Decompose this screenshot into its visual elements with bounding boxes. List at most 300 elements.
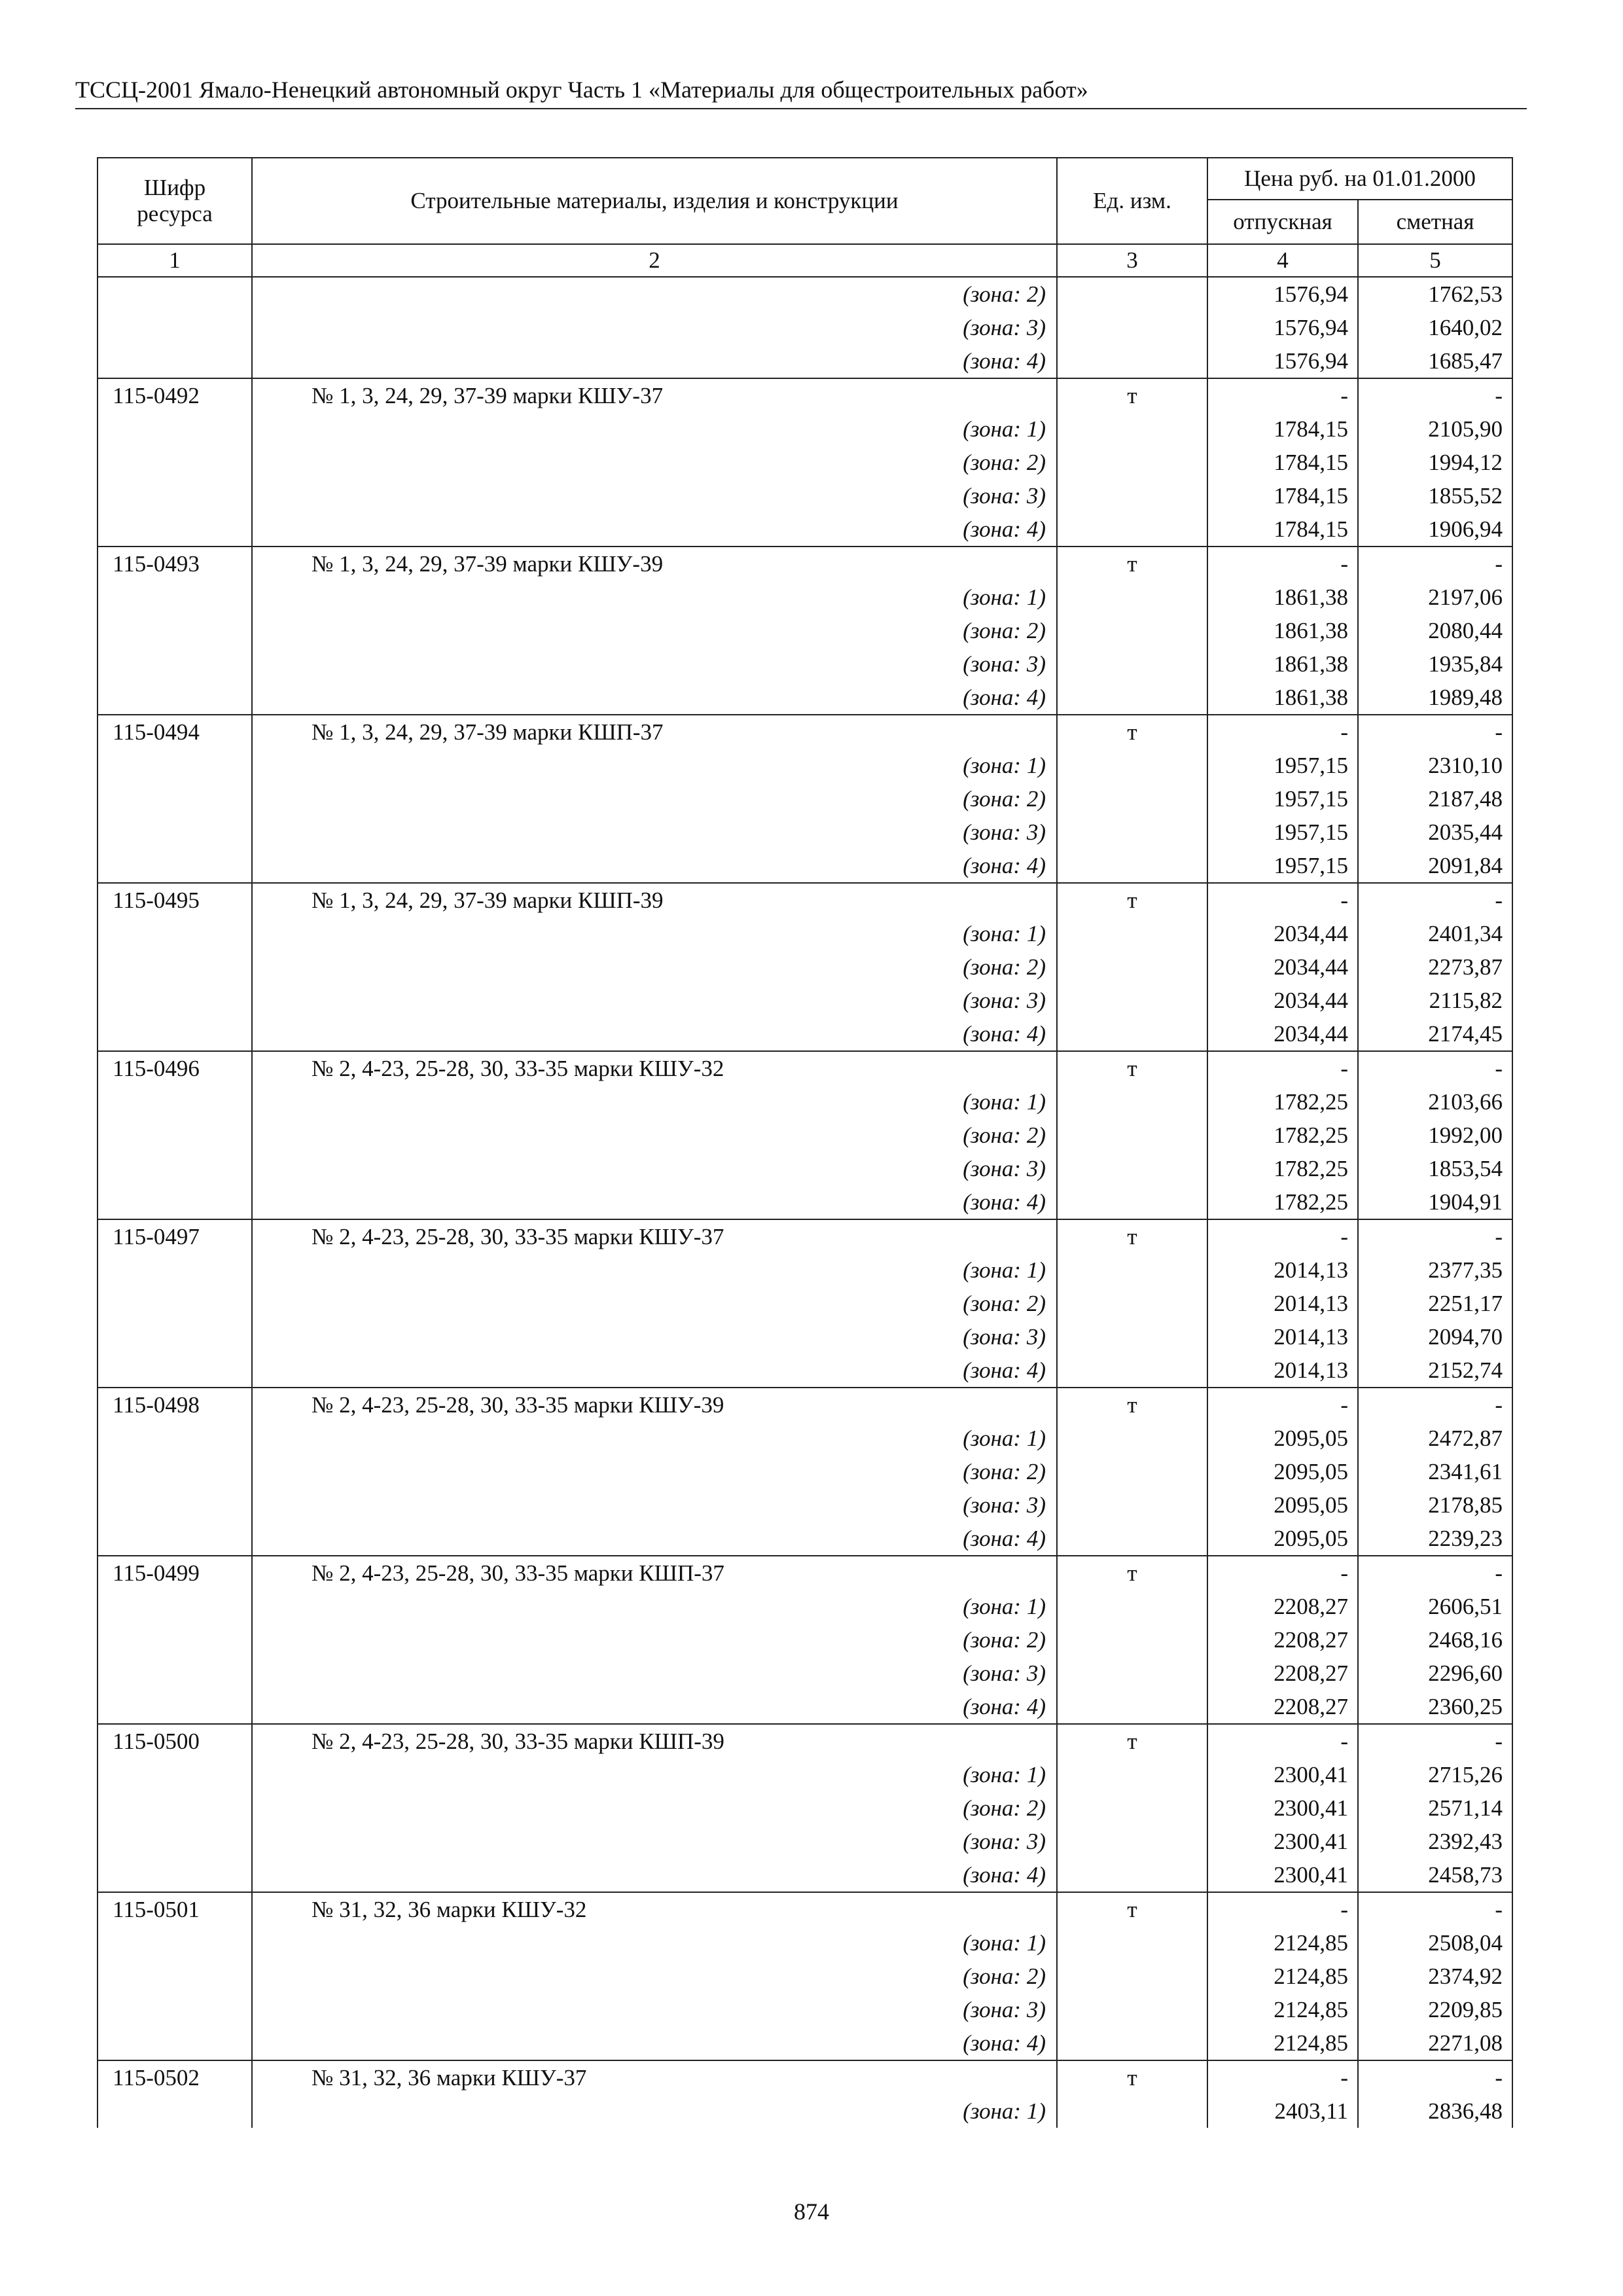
estimate-price: 2472,87 <box>1358 1422 1512 1455</box>
unit-cell <box>1057 412 1207 446</box>
release-price: 2300,41 <box>1207 1825 1358 1858</box>
estimate-price: - <box>1358 378 1512 412</box>
estimate-price: 2174,45 <box>1358 1017 1512 1051</box>
zone-label: (зона: 1) <box>252 749 1057 782</box>
resource-code-cell <box>98 1253 252 1287</box>
header-unit: Ед. изм. <box>1057 158 1207 244</box>
resource-code-cell <box>98 749 252 782</box>
estimate-price: 2103,66 <box>1358 1085 1512 1119</box>
zone-label: (зона: 4) <box>252 1690 1057 1724</box>
table-row <box>98 1892 1512 1926</box>
estimate-price: 2091,84 <box>1358 849 1512 883</box>
estimate-price: 2606,51 <box>1358 1590 1512 1623</box>
table-row <box>98 479 1512 512</box>
estimate-price: - <box>1358 1388 1512 1422</box>
unit-cell <box>1057 614 1207 647</box>
resource-code-cell <box>98 2094 252 2128</box>
estimate-price: 2197,06 <box>1358 581 1512 614</box>
resource-code-cell <box>98 1791 252 1825</box>
release-price: - <box>1207 1556 1358 1590</box>
release-price: 1782,25 <box>1207 1085 1358 1119</box>
table-row <box>98 816 1512 849</box>
zone-label: (зона: 4) <box>252 1522 1057 1556</box>
unit-cell <box>1057 950 1207 984</box>
estimate-price: 2392,43 <box>1358 1825 1512 1858</box>
resource-code: 115-0498 <box>98 1388 252 1422</box>
zone-label: (зона: 3) <box>252 1825 1057 1858</box>
zone-label: (зона: 2) <box>252 950 1057 984</box>
estimate-price: 2374,92 <box>1358 1960 1512 1993</box>
resource-code-cell <box>98 1152 252 1185</box>
table-row <box>98 1556 1512 1590</box>
table-row <box>98 1960 1512 1993</box>
release-price: 1957,15 <box>1207 749 1358 782</box>
resource-code-cell <box>98 1354 252 1388</box>
resource-code-cell <box>98 1926 252 1960</box>
unit-cell <box>1057 1253 1207 1287</box>
estimate-price: 1935,84 <box>1358 647 1512 681</box>
table-row <box>98 749 1512 782</box>
resource-code-cell <box>98 681 252 715</box>
release-price: 2014,13 <box>1207 1287 1358 1320</box>
table-row <box>98 1858 1512 1892</box>
zone-label: (зона: 1) <box>252 1590 1057 1623</box>
estimate-price: 1855,52 <box>1358 479 1512 512</box>
material-name: № 2, 4-23, 25-28, 30, 33-35 марки КШУ-37 <box>252 1219 1057 1253</box>
release-price: 2095,05 <box>1207 1422 1358 1455</box>
estimate-price: - <box>1358 715 1512 749</box>
table-row <box>98 950 1512 984</box>
estimate-price: 2239,23 <box>1358 1522 1512 1556</box>
table-row <box>98 849 1512 883</box>
resource-code-cell <box>98 816 252 849</box>
zone-label: (зона: 4) <box>252 849 1057 883</box>
zone-label: (зона: 3) <box>252 1152 1057 1185</box>
resource-code-cell <box>98 984 252 1017</box>
material-name: № 1, 3, 24, 29, 37-39 марки КШП-39 <box>252 883 1057 917</box>
unit-cell <box>1057 782 1207 816</box>
table-row <box>98 412 1512 446</box>
unit-cell <box>1057 1119 1207 1152</box>
table-row <box>98 1455 1512 1488</box>
unit-cell <box>1057 1085 1207 1119</box>
unit-cell <box>1057 2026 1207 2060</box>
unit-cell <box>1057 344 1207 378</box>
estimate-price: - <box>1358 1892 1512 1926</box>
unit-cell <box>1057 1623 1207 1657</box>
estimate-price: 1904,91 <box>1358 1185 1512 1219</box>
resource-code-cell <box>98 1825 252 1858</box>
resource-code: 115-0502 <box>98 2060 252 2094</box>
estimate-price: 2080,44 <box>1358 614 1512 647</box>
unit-cell <box>1057 1758 1207 1791</box>
table-row <box>98 1791 1512 1825</box>
unit-of-measure: т <box>1057 1892 1207 1926</box>
column-number: 5 <box>1358 244 1512 277</box>
unit-cell <box>1057 749 1207 782</box>
unit-of-measure: т <box>1057 883 1207 917</box>
release-price: 2124,85 <box>1207 1993 1358 2026</box>
estimate-price: 2251,17 <box>1358 1287 1512 1320</box>
table-row <box>98 277 1512 311</box>
table-row <box>98 1320 1512 1354</box>
zone-label: (зона: 1) <box>252 581 1057 614</box>
release-price: - <box>1207 883 1358 917</box>
estimate-price: 2152,74 <box>1358 1354 1512 1388</box>
header-code: Шифр ресурса <box>98 158 252 244</box>
release-price: 2095,05 <box>1207 1522 1358 1556</box>
table-row <box>98 581 1512 614</box>
unit-cell <box>1057 1017 1207 1051</box>
resource-code: 115-0492 <box>98 378 252 412</box>
release-price: 1861,38 <box>1207 647 1358 681</box>
resource-code-cell <box>98 1758 252 1791</box>
release-price: 1784,15 <box>1207 446 1358 479</box>
zone-label: (зона: 2) <box>252 1960 1057 1993</box>
zone-label: (зона: 3) <box>252 1320 1057 1354</box>
estimate-price: 2836,48 <box>1358 2094 1512 2128</box>
column-number: 3 <box>1057 244 1207 277</box>
zone-label: (зона: 4) <box>252 1354 1057 1388</box>
column-number: 1 <box>98 244 252 277</box>
resource-code-cell <box>98 950 252 984</box>
table-header <box>98 158 1512 277</box>
material-name: № 2, 4-23, 25-28, 30, 33-35 марки КШУ-39 <box>252 1388 1057 1422</box>
zone-label: (зона: 1) <box>252 1422 1057 1455</box>
table-row <box>98 1758 1512 1791</box>
unit-cell <box>1057 2094 1207 2128</box>
column-numbers-row <box>98 244 1512 277</box>
release-price: 2124,85 <box>1207 1960 1358 1993</box>
zone-label: (зона: 2) <box>252 614 1057 647</box>
unit-of-measure: т <box>1057 1219 1207 1253</box>
table-row <box>98 1422 1512 1455</box>
resource-code: 115-0497 <box>98 1219 252 1253</box>
unit-of-measure: т <box>1057 378 1207 412</box>
table-row <box>98 883 1512 917</box>
unit-cell <box>1057 1488 1207 1522</box>
resource-code-cell <box>98 479 252 512</box>
zone-label: (зона: 1) <box>252 1085 1057 1119</box>
resource-code-cell <box>98 1960 252 1993</box>
release-price: 2034,44 <box>1207 1017 1358 1051</box>
zone-label: (зона: 1) <box>252 917 1057 950</box>
unit-of-measure: т <box>1057 1556 1207 1590</box>
release-price: 2300,41 <box>1207 1791 1358 1825</box>
material-name: № 2, 4-23, 25-28, 30, 33-35 марки КШУ-32 <box>252 1051 1057 1085</box>
zone-label: (зона: 3) <box>252 311 1057 344</box>
release-price: 1861,38 <box>1207 681 1358 715</box>
estimate-price: 2468,16 <box>1358 1623 1512 1657</box>
unit-cell <box>1057 1185 1207 1219</box>
zone-label: (зона: 2) <box>252 446 1057 479</box>
table-row <box>98 512 1512 547</box>
unit-cell <box>1057 1287 1207 1320</box>
estimate-price: 2377,35 <box>1358 1253 1512 1287</box>
release-price: 2208,27 <box>1207 1690 1358 1724</box>
release-price: 2124,85 <box>1207 2026 1358 2060</box>
estimate-price: 2571,14 <box>1358 1791 1512 1825</box>
unit-cell <box>1057 581 1207 614</box>
release-price: 1861,38 <box>1207 581 1358 614</box>
estimate-price: 2310,10 <box>1358 749 1512 782</box>
unit-cell <box>1057 816 1207 849</box>
table-row <box>98 1657 1512 1690</box>
zone-label: (зона: 4) <box>252 681 1057 715</box>
resource-code: 115-0495 <box>98 883 252 917</box>
resource-code-cell <box>98 647 252 681</box>
zone-label: (зона: 3) <box>252 479 1057 512</box>
column-number: 4 <box>1207 244 1358 277</box>
unit-cell <box>1057 446 1207 479</box>
resource-code-cell <box>98 1522 252 1556</box>
material-name: № 1, 3, 24, 29, 37-39 марки КШУ-37 <box>252 378 1057 412</box>
release-price: 2095,05 <box>1207 1455 1358 1488</box>
unit-cell <box>1057 849 1207 883</box>
table-row <box>98 1623 1512 1657</box>
table-row <box>98 1152 1512 1185</box>
zone-label: (зона: 3) <box>252 1993 1057 2026</box>
table-row <box>98 1219 1512 1253</box>
zone-label: (зона: 2) <box>252 1455 1057 1488</box>
zone-label: (зона: 3) <box>252 1488 1057 1522</box>
resource-code-cell <box>98 2026 252 2060</box>
resource-code-cell <box>98 1623 252 1657</box>
table-row <box>98 1926 1512 1960</box>
unit-of-measure: т <box>1057 715 1207 749</box>
unit-cell <box>1057 479 1207 512</box>
zone-label: (зона: 2) <box>252 1791 1057 1825</box>
estimate-price: 2273,87 <box>1358 950 1512 984</box>
release-price: 2014,13 <box>1207 1354 1358 1388</box>
release-price: 1782,25 <box>1207 1119 1358 1152</box>
resource-code: 115-0499 <box>98 1556 252 1590</box>
resource-code-cell <box>98 782 252 816</box>
price-table <box>97 157 1513 2128</box>
zone-label: (зона: 1) <box>252 412 1057 446</box>
table-row <box>98 1051 1512 1085</box>
table-row <box>98 378 1512 412</box>
zone-label: (зона: 2) <box>252 277 1057 311</box>
estimate-price: 2105,90 <box>1358 412 1512 446</box>
unit-cell <box>1057 1993 1207 2026</box>
header-name: Строительные материалы, изделия и конструкции <box>252 158 1057 244</box>
table-row <box>98 1253 1512 1287</box>
table-row <box>98 2094 1512 2128</box>
running-header: ТССЦ-2001 Ямало-Ненецкий автономный округ Часть 1 «Материалы для общестроительных работ» <box>75 75 1527 109</box>
table-row <box>98 344 1512 378</box>
table-row <box>98 681 1512 715</box>
estimate-price: 2360,25 <box>1358 1690 1512 1724</box>
resource-code-cell <box>98 1993 252 2026</box>
zone-label: (зона: 4) <box>252 1858 1057 1892</box>
resource-code-cell <box>98 1690 252 1724</box>
release-price: 2034,44 <box>1207 984 1358 1017</box>
release-price: 2208,27 <box>1207 1657 1358 1690</box>
zone-label: (зона: 2) <box>252 1623 1057 1657</box>
estimate-price: 2458,73 <box>1358 1858 1512 1892</box>
resource-code-cell <box>98 849 252 883</box>
column-number: 2 <box>252 244 1057 277</box>
estimate-price: 1685,47 <box>1358 344 1512 378</box>
resource-code: 115-0501 <box>98 1892 252 1926</box>
resource-code-cell <box>98 277 252 311</box>
resource-code-cell <box>98 581 252 614</box>
unit-of-measure: т <box>1057 547 1207 581</box>
material-name: № 31, 32, 36 марки КШУ-37 <box>252 2060 1057 2094</box>
estimate-price: - <box>1358 1051 1512 1085</box>
resource-code: 115-0494 <box>98 715 252 749</box>
unit-of-measure: т <box>1057 1724 1207 1758</box>
release-price: 1576,94 <box>1207 344 1358 378</box>
zone-label: (зона: 4) <box>252 1185 1057 1219</box>
zone-label: (зона: 4) <box>252 1017 1057 1051</box>
estimate-price: 1853,54 <box>1358 1152 1512 1185</box>
release-price: 1784,15 <box>1207 512 1358 547</box>
table-row <box>98 1287 1512 1320</box>
release-price: 1576,94 <box>1207 311 1358 344</box>
table-row <box>98 1825 1512 1858</box>
release-price: - <box>1207 547 1358 581</box>
zone-label: (зона: 2) <box>252 782 1057 816</box>
resource-code-cell <box>98 311 252 344</box>
release-price: 1576,94 <box>1207 277 1358 311</box>
release-price: - <box>1207 1388 1358 1422</box>
zone-label: (зона: 1) <box>252 1758 1057 1791</box>
unit-of-measure: т <box>1057 1051 1207 1085</box>
zone-label: (зона: 3) <box>252 816 1057 849</box>
release-price: 1782,25 <box>1207 1185 1358 1219</box>
resource-code-cell <box>98 917 252 950</box>
material-name: № 2, 4-23, 25-28, 30, 33-35 марки КШП-39 <box>252 1724 1057 1758</box>
release-price: 1784,15 <box>1207 479 1358 512</box>
unit-cell <box>1057 1825 1207 1858</box>
release-price: 2034,44 <box>1207 950 1358 984</box>
table-row <box>98 984 1512 1017</box>
unit-cell <box>1057 1690 1207 1724</box>
release-price: 2014,13 <box>1207 1253 1358 1287</box>
zone-label: (зона: 4) <box>252 2026 1057 2060</box>
unit-cell <box>1057 917 1207 950</box>
zone-label: (зона: 3) <box>252 1657 1057 1690</box>
resource-code-cell <box>98 1657 252 1690</box>
release-price: 2014,13 <box>1207 1320 1358 1354</box>
table-row <box>98 547 1512 581</box>
resource-code-cell <box>98 344 252 378</box>
resource-code-cell <box>98 412 252 446</box>
unit-cell <box>1057 1858 1207 1892</box>
resource-code-cell <box>98 1119 252 1152</box>
resource-code-cell <box>98 1858 252 1892</box>
unit-cell <box>1057 277 1207 311</box>
estimate-price: 1989,48 <box>1358 681 1512 715</box>
table-row <box>98 1388 1512 1422</box>
zone-label: (зона: 1) <box>252 2094 1057 2128</box>
unit-cell <box>1057 512 1207 547</box>
estimate-price: - <box>1358 1556 1512 1590</box>
estimate-price: 2715,26 <box>1358 1758 1512 1791</box>
table-row <box>98 2060 1512 2094</box>
estimate-price: 1994,12 <box>1358 446 1512 479</box>
resource-code: 115-0496 <box>98 1051 252 1085</box>
table-row <box>98 1354 1512 1388</box>
resource-code-cell <box>98 1488 252 1522</box>
release-price: 1782,25 <box>1207 1152 1358 1185</box>
header-estimate-price: сметная <box>1358 200 1512 244</box>
estimate-price: - <box>1358 1724 1512 1758</box>
resource-code-cell <box>98 1185 252 1219</box>
resource-code: 115-0500 <box>98 1724 252 1758</box>
estimate-price: 2401,34 <box>1358 917 1512 950</box>
table-row <box>98 1017 1512 1051</box>
material-name: № 2, 4-23, 25-28, 30, 33-35 марки КШП-37 <box>252 1556 1057 1590</box>
estimate-price: 2296,60 <box>1358 1657 1512 1690</box>
material-name: № 31, 32, 36 марки КШУ-32 <box>252 1892 1057 1926</box>
release-price: 1957,15 <box>1207 816 1358 849</box>
resource-code-cell <box>98 1422 252 1455</box>
material-name: № 1, 3, 24, 29, 37-39 марки КШУ-39 <box>252 547 1057 581</box>
release-price: - <box>1207 1051 1358 1085</box>
zone-label: (зона: 2) <box>252 1119 1057 1152</box>
resource-code-cell <box>98 512 252 547</box>
unit-cell <box>1057 311 1207 344</box>
table-row <box>98 1522 1512 1556</box>
estimate-price: 2187,48 <box>1358 782 1512 816</box>
unit-cell <box>1057 1657 1207 1690</box>
table-row <box>98 1993 1512 2026</box>
resource-code-cell <box>98 614 252 647</box>
resource-code-cell <box>98 1455 252 1488</box>
table-row <box>98 1590 1512 1623</box>
estimate-price: - <box>1358 2060 1512 2094</box>
estimate-price: - <box>1358 883 1512 917</box>
resource-code-cell <box>98 1287 252 1320</box>
zone-label: (зона: 3) <box>252 984 1057 1017</box>
release-price: - <box>1207 2060 1358 2094</box>
resource-code-cell <box>98 1590 252 1623</box>
estimate-price: 2115,82 <box>1358 984 1512 1017</box>
table-row <box>98 715 1512 749</box>
release-price: 2034,44 <box>1207 917 1358 950</box>
header-release-price: отпускная <box>1207 200 1358 244</box>
unit-cell <box>1057 1455 1207 1488</box>
table-row <box>98 1724 1512 1758</box>
release-price: - <box>1207 1219 1358 1253</box>
table-row <box>98 311 1512 344</box>
release-price: 1861,38 <box>1207 614 1358 647</box>
unit-cell <box>1057 1791 1207 1825</box>
unit-of-measure: т <box>1057 1388 1207 1422</box>
estimate-price: 1762,53 <box>1358 277 1512 311</box>
resource-code: 115-0493 <box>98 547 252 581</box>
unit-cell <box>1057 1422 1207 1455</box>
table-row <box>98 2026 1512 2060</box>
release-price: - <box>1207 1724 1358 1758</box>
unit-cell <box>1057 984 1207 1017</box>
table-row <box>98 614 1512 647</box>
unit-cell <box>1057 1926 1207 1960</box>
release-price: 1957,15 <box>1207 782 1358 816</box>
header-price-group: Цена руб. на 01.01.2000 <box>1207 158 1512 200</box>
table-row <box>98 917 1512 950</box>
table-row <box>98 1488 1512 1522</box>
estimate-price: 2508,04 <box>1358 1926 1512 1960</box>
unit-cell <box>1057 1522 1207 1556</box>
unit-of-measure: т <box>1057 2060 1207 2094</box>
unit-cell <box>1057 1590 1207 1623</box>
release-price: 2095,05 <box>1207 1488 1358 1522</box>
release-price: 2208,27 <box>1207 1590 1358 1623</box>
